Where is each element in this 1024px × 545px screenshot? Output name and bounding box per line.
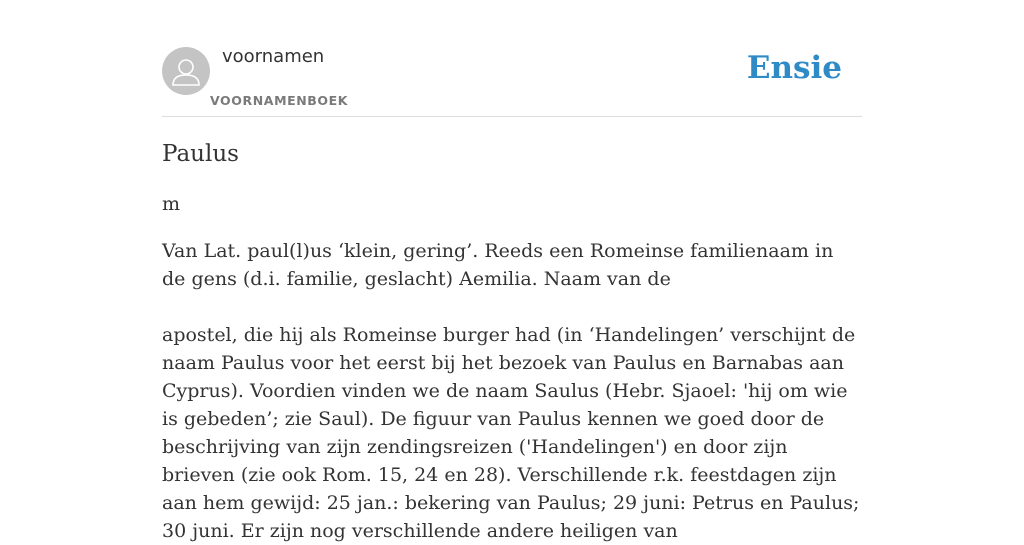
entry-content [162, 138, 862, 545]
entry-paragraph: Van Lat. paul(l)us ‘klein, gering’. Reeds een Romeinse familienaam in de gens (d.i. familie, geslacht) Aemilia. Naam van de [162, 240, 834, 290]
source-name[interactable]: VOORNAMENBOEK [210, 93, 349, 108]
entry-paragraph: apostel, die hij als Romeinse burger had (in ‘Handelingen’ verschijnt de naam Paulus voor het eerst bij het bezoek van Paulus en Barnabas aan Cyprus). Voordien vinden we de naam Saulus (Hebr. Sjaoel: 'hij om wie is gebeden’; zie Saul). De figuur van Paulus kennen we goed door de beschrijving van zijn zendingsreizen ('Handelingen') en door zijn brieven (zie ook Rom. 15, 24 en 28). Verschillende r.k. feestdagen zijn aan hem gewijd: 25 jan.: bekering van Paulus; 29 juni: Petrus en Paulus; 30 juni. Er zijn nog verschillende andere heiligen van [162, 324, 860, 542]
user-avatar-icon[interactable] [162, 47, 210, 95]
header [162, 0, 862, 117]
gender-label: m [162, 193, 181, 215]
ensie-logo[interactable]: Ensie [746, 50, 842, 86]
entry-title: Paulus [162, 141, 239, 167]
author-name[interactable]: voornamen [222, 46, 325, 67]
